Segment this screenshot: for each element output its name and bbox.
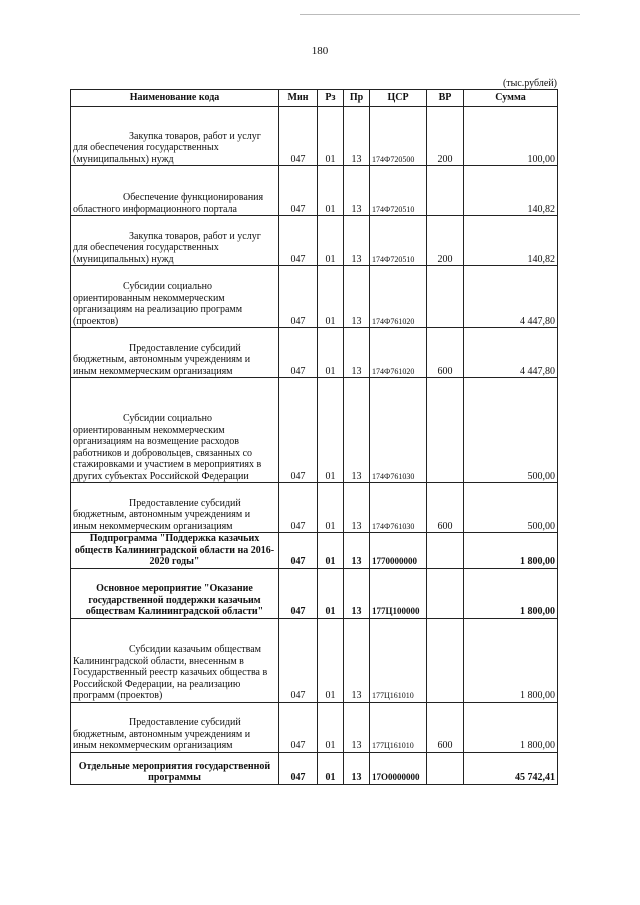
row-sum-cell: 140,82: [464, 216, 558, 266]
row-min-cell: 047: [279, 752, 318, 784]
row-sum-cell: 100,00: [464, 107, 558, 166]
row-name-cell: Отдельные мероприятия государственной программы: [71, 752, 279, 784]
row-min-cell: 047: [279, 378, 318, 483]
row-sum-cell: 4 447,80: [464, 328, 558, 378]
row-vr-cell: [427, 533, 464, 569]
row-min-cell: 047: [279, 266, 318, 328]
row-pr-cell: 13: [344, 328, 370, 378]
row-min-cell: 047: [279, 618, 318, 702]
row-csr-cell: 174Ф761030: [370, 483, 427, 533]
header-vr: ВР: [427, 90, 464, 107]
units-label: (тыс.рублей): [502, 78, 557, 89]
row-csr-cell: 174Ф720500: [370, 107, 427, 166]
header-csr: ЦСР: [370, 90, 427, 107]
row-rz-cell: 01: [318, 483, 344, 533]
row-sum-cell: 140,82: [464, 166, 558, 216]
row-min-cell: 047: [279, 328, 318, 378]
row-name-cell: Закупка товаров, работ и услуг для обеспечения государственных (муниципальных) нужд: [71, 216, 279, 266]
row-csr-cell: 177Ц161010: [370, 618, 427, 702]
row-pr-cell: 13: [344, 378, 370, 483]
row-pr-cell: 13: [344, 166, 370, 216]
page-number: 180: [311, 45, 329, 57]
row-vr-cell: [427, 752, 464, 784]
row-sum-cell: 500,00: [464, 378, 558, 483]
table-row: [71, 618, 558, 702]
row-csr-cell: 1770000000: [370, 533, 427, 569]
table-row: [71, 533, 558, 569]
table-row: [71, 568, 558, 618]
row-pr-cell: 13: [344, 216, 370, 266]
budget-table: [70, 89, 558, 785]
row-name-cell: Субсидии социально ориентированным некоммерческим организациям на возмещение расходов работников и добровольцев, связанных со стажировками и участием в мероприятиях в других субъектах Российской Федерации: [71, 378, 279, 483]
row-pr-cell: 13: [344, 483, 370, 533]
table-row: [71, 216, 558, 266]
row-name-cell: Предоставление субсидий бюджетным, автономным учреждениям и иным некоммерческим организациям: [71, 702, 279, 752]
header-min: Мин: [279, 90, 318, 107]
row-sum-cell: 1 800,00: [464, 533, 558, 569]
row-rz-cell: 01: [318, 378, 344, 483]
row-pr-cell: 13: [344, 533, 370, 569]
row-min-cell: 047: [279, 568, 318, 618]
header-name: Наименование кода: [71, 90, 279, 107]
row-pr-cell: 13: [344, 618, 370, 702]
row-sum-cell: 500,00: [464, 483, 558, 533]
row-name-cell: Предоставление субсидий бюджетным, автономным учреждениям и иным некоммерческим организациям: [71, 483, 279, 533]
row-csr-cell: 17О0000000: [370, 752, 427, 784]
row-min-cell: 047: [279, 483, 318, 533]
header-sum: Сумма: [464, 90, 558, 107]
table-row: [71, 752, 558, 784]
row-sum-cell: 4 447,80: [464, 266, 558, 328]
row-min-cell: 047: [279, 533, 318, 569]
row-vr-cell: [427, 568, 464, 618]
row-csr-cell: 174Ф761020: [370, 266, 427, 328]
row-rz-cell: 01: [318, 702, 344, 752]
table-row: [71, 328, 558, 378]
row-csr-cell: 174Ф720510: [370, 216, 427, 266]
row-csr-cell: 177Ц100000: [370, 568, 427, 618]
row-rz-cell: 01: [318, 266, 344, 328]
row-csr-cell: 174Ф761020: [370, 328, 427, 378]
row-sum-cell: 1 800,00: [464, 568, 558, 618]
row-min-cell: 047: [279, 216, 318, 266]
row-pr-cell: 13: [344, 702, 370, 752]
row-name-cell: Закупка товаров, работ и услуг для обеспечения государственных (муниципальных) нужд: [71, 107, 279, 166]
table-row: [71, 702, 558, 752]
row-name-cell: Обеспечение функционирования областного информационного портала: [71, 166, 279, 216]
row-min-cell: 047: [279, 166, 318, 216]
row-rz-cell: 01: [318, 533, 344, 569]
row-rz-cell: 01: [318, 328, 344, 378]
table-header-row: [71, 90, 558, 107]
row-name-cell: Субсидии социально ориентированным некоммерческим организациям на реализацию программ (проектов): [71, 266, 279, 328]
row-rz-cell: 01: [318, 216, 344, 266]
row-vr-cell: 600: [427, 328, 464, 378]
row-pr-cell: 13: [344, 752, 370, 784]
row-vr-cell: 600: [427, 702, 464, 752]
table-row: [71, 107, 558, 166]
table-row: [71, 483, 558, 533]
table-row: [71, 266, 558, 328]
row-sum-cell: 1 800,00: [464, 618, 558, 702]
row-vr-cell: [427, 378, 464, 483]
row-csr-cell: 177Ц161010: [370, 702, 427, 752]
row-sum-cell: 45 742,41: [464, 752, 558, 784]
row-csr-cell: 174Ф761030: [370, 378, 427, 483]
row-name-cell: Субсидии казачьим обществам Калининградской области, внесенным в Государственный реестр казачьих общества в Российской Федерации, на реализацию программ (проектов): [71, 618, 279, 702]
row-name-cell: Подпрограмма "Поддержка казачьих обществ Калининградской области на 2016-2020 годы": [71, 533, 279, 569]
row-pr-cell: 13: [344, 266, 370, 328]
row-min-cell: 047: [279, 107, 318, 166]
row-rz-cell: 01: [318, 107, 344, 166]
row-vr-cell: [427, 166, 464, 216]
row-vr-cell: 200: [427, 107, 464, 166]
row-name-cell: Предоставление субсидий бюджетным, автономным учреждениям и иным некоммерческим организациям: [71, 328, 279, 378]
row-name-cell: Основное мероприятие "Оказание государственной поддержки казачьим обществам Калининградской области": [71, 568, 279, 618]
row-rz-cell: 01: [318, 618, 344, 702]
table-row: [71, 166, 558, 216]
scan-artifact-line: [300, 14, 580, 15]
row-rz-cell: 01: [318, 568, 344, 618]
row-sum-cell: 1 800,00: [464, 702, 558, 752]
header-rz: Рз: [318, 90, 344, 107]
header-pr: Пр: [344, 90, 370, 107]
row-vr-cell: [427, 266, 464, 328]
row-pr-cell: 13: [344, 568, 370, 618]
table-row: [71, 378, 558, 483]
row-rz-cell: 01: [318, 752, 344, 784]
row-csr-cell: 174Ф720510: [370, 166, 427, 216]
row-vr-cell: 200: [427, 216, 464, 266]
row-vr-cell: [427, 618, 464, 702]
row-vr-cell: 600: [427, 483, 464, 533]
row-min-cell: 047: [279, 702, 318, 752]
row-rz-cell: 01: [318, 166, 344, 216]
row-pr-cell: 13: [344, 107, 370, 166]
